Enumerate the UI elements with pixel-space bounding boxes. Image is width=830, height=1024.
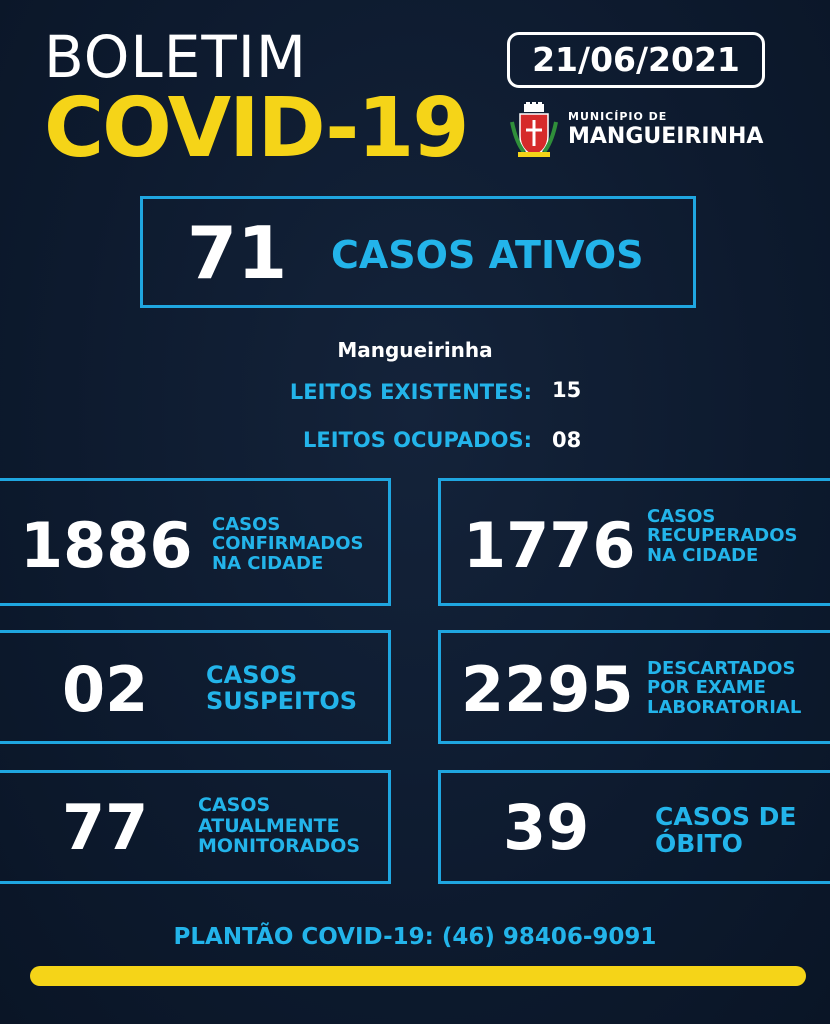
beds-occupied-label: LEITOS OCUPADOS: (303, 428, 532, 452)
beds-occupied-value: 08 (552, 428, 582, 452)
deaths-label: CASOS DE ÓBITO (655, 802, 797, 858)
card-monitored (0, 770, 391, 884)
city-name: Mangueirinha (337, 338, 493, 362)
card-recovered (438, 478, 830, 606)
card-discarded (438, 630, 830, 744)
title-boletim: BOLETIM (44, 23, 307, 91)
active-cases-label: CASOS ATIVOS (331, 233, 644, 277)
recovered-value: 1776 (463, 509, 636, 582)
card-suspected (0, 630, 391, 744)
municipality-name: MANGUEIRINHA (568, 124, 764, 149)
confirmed-value: 1886 (20, 509, 193, 582)
discarded-value: 2295 (461, 653, 634, 726)
footer-bar (30, 966, 806, 986)
card-confirmed (0, 478, 391, 606)
beds-existing-label: LEITOS EXISTENTES: (289, 380, 532, 404)
discarded-label: DESCARTADOS POR EXAME LABORATORIAL (647, 658, 802, 718)
municipal-crest-icon (510, 102, 558, 158)
hotline-text: PLANTÃO COVID-19: (46) 98406-9091 (173, 924, 657, 950)
date-badge: 21/06/2021 (507, 32, 765, 88)
confirmed-label: CASOS CONFIRMADOS NA CIDADE (212, 514, 364, 574)
active-cases-value: 71 (187, 211, 288, 295)
municipality-logo (510, 102, 770, 160)
suspected-value: 02 (62, 653, 149, 726)
monitored-value: 77 (62, 791, 149, 864)
municipality-label-small: MUNICÍPIO DE (568, 110, 668, 123)
active-cases-box (140, 196, 696, 308)
card-deaths (438, 770, 830, 884)
suspected-label: CASOS SUSPEITOS (206, 661, 358, 715)
monitored-label: CASOS ATUALMENTE MONITORADOS (198, 794, 361, 858)
beds-existing-value: 15 (552, 378, 582, 402)
recovered-label: CASOS RECUPERADOS NA CIDADE (647, 506, 798, 566)
deaths-value: 39 (503, 791, 590, 864)
title-covid: COVID-19 (44, 81, 468, 176)
